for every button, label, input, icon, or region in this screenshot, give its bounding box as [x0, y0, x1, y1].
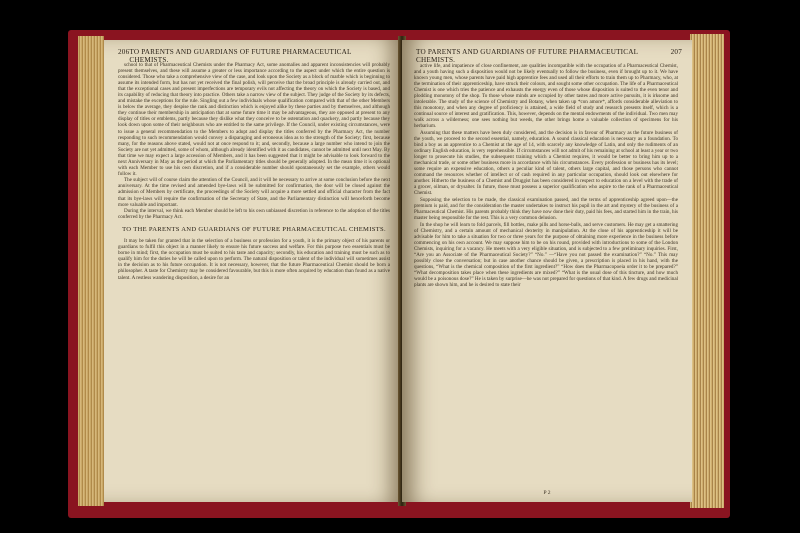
left-header-title: TO PARENTS AND GUARDIANS OF FUTURE PHARMACEUTICAL CHEMISTS. [129, 48, 352, 64]
paragraph: The subject will of course claim the attention of the Council, and it will be necessary to arrive at some conclusion before the next anniversary. At the time revised and amended bye-laws will be submitted for confirmation, the door will be closed against the admission of Members by certificate, the proceedings of the Society will acquire a more settled and official character from the fact that its bye-laws will require the confirmation of the Secretary of State, and the Parliamentary distinction will henceforth become more valuable and important. [118, 177, 390, 208]
paragraph: Assuming that these matters have been duly considered, and the decision is in favour of Pharmacy as the future business of the youth, we proceed to the second essential, namely, education. A sound classical education is necessary as a foundation. To bind a boy as an apprentice to a Chemist at the age of 14, with scarcely any knowledge of Latin, and only the rudiments of an ordinary English education, is very reprehensible. If circumstances will not admit of his remaining at school at least a year or two longer to prosecute his studies, the subsequent training which a Chemist requires, it would be better to bring him up to a mechanical trade, or some other business more in accordance with his circumstances. Every profession or business has its level; some require an expensive education, others a peculiar kind of talent, others large capital, and those persons who cannot command the resources whether of intellect or of cash required in any particular occupation, should look out elsewhere for another. Hitherto the business of a Chemist and Druggist has been considered in respect to education on a level with the trade of a grocer, oilman, or drysalter. In future, those must possess a superior qualification who aspire to the rank of a Pharmaceutical Chemist. [414, 130, 678, 197]
page-edges-right [690, 34, 724, 508]
left-page [104, 40, 402, 502]
paragraph: active life, and impatience of close confinement, are qualities incompatible with the occupation of a Pharmaceutical Chemist, and a youth having such a disposition would not be likely eventually to follow the business, even if brought up to it. We have known young men, whose parents have paid high apprentice fees and used all their efforts to train them up to Pharmacy, who, at the termination of their apprenticeship, have struck their colours, and sought some other occupation. The life of a Pharmaceutical Chemist is one which tries the patience and exhausts the energy even of those whose disposition is suited to the even tenor and plodding monotony of the shop. To those whose minds are occupied by other tastes and more active pursuits, it is irksome and intolerable. The study of the science of Chemistry and Botany, when taken up *con amore*, affords considerable alleviation to this monotony, and when any degree of proficiency is attained, a wide field of study and research presents itself, which is a continual source of interest and gratification. This, however, depends on the mental endowments of the individual. Two men may walk across a wilderness; one sees nothing but weeds, the other brings home a valuable collection of specimens for his herbarium. [414, 63, 678, 130]
left-page-body [118, 62, 390, 281]
section-title: TO THE PARENTS AND GUARDIANS OF FUTURE PHARMACEUTICAL CHEMISTS. [122, 226, 386, 234]
right-page [402, 40, 692, 502]
left-page-number: 206 [118, 48, 130, 56]
paragraph: It may be taken for granted that in the selection of a business or profession for a youth, it is the primary object of his parents or guardians to fulfil this object in a manner likely to ensure his future success and welfare. For this purpose two essentials must be borne in mind; first, the occupation must be suited to his taste and capacity; secondly, his education and training must be such as to qualify him for the duties he will be called upon to perform. The natural disposition or talent of the individual will sometimes assist in the decision as to his future occupation. It is not necessary, however, that the future Pharmaceutical Chemist should be born a philosopher. A taste for Chemistry may be considered favourable, but this is more often acquired by education than found as a native talent. A restless wandering disposition, a desire for an [118, 238, 390, 281]
paragraph: In the shop he will learn to fold parcels, fill bottles, make pills and horse-balls, and serve customers. He may get a smattering of Chemistry, and a certain amount of mechanical dexterity in manipulation. At the close of his apprenticeship it will be advisable for him to take a situation for two or three years for the purpose of obtaining more experience in the business before commencing on his own account. We may suppose him to be on his round, provided with introductions to some of the London Chemists, inquiring for a vacancy. He meets with a very eligible situation, and is subjected to a few preliminary inquiries. First, “Are you an Associate of the Pharmaceutical Society?” “No.” —“Have you not passed the examination?” “No.” This may possibly close the conversation; but in case another chance should be given, a prescription is placed in his hand, with the questions, “What is the chemical composition of the first ingredient?” “How does the Pharmacopoeia order it to be prepared?” “What decomposition takes place when these ingredients are mixed?” “What is the usual dose of this tincture, and how much would be a poisonous dose?” He is taken by surprise—he was not prepared for questions of that kind. A few drugs and medicinal plants are shown him, and he is desired to state their [414, 221, 678, 289]
paragraph: Supposing the selection to be made, the classical examination passed, and the terms of apprenticeship agreed upon—the premium is paid, and for the consideration the master undertakes to instruct his pupil in the art and mystery of the business of a Pharmaceutical Chemist. His parents probably think they have now done their duty, paid his fees, and started him in the train, his master being responsible for the rest. This is a very common delusion. [414, 197, 678, 222]
paragraph: school to that of Pharmaceutical Chemists under the Pharmacy Act, some anomalies and apparent inconsistencies will probably present themselves, and these will assume a greater or less importance according to the aspect under which the entire question is considered. Those who take a comprehensive view of the case, and look upon the Society as a block of marble which is beginning to assume its intended form, but has not yet received the final polish, will perceive that the broad principle is already carried out, and that the exceptional cases and present imperfections are temporary evils not affecting the theory on which the Society is based, and its capability of reducing that theory into practice. Others take a narrow view of the subject. They judge of the Society by its defects, and mistake the exceptions for the rule. Singling out a few individuals whose qualification compared with that of the other Members is below the average, they despise the rank and distinction which is enjoyed alike by these parties and by themselves, and although they continue their membership in anticipation that at some future time it may be advantageous, they are opposed at present to any display of titles or emblems, partly because they dislike what they conceive to be ostentation and quackery, and partly because they look down upon some of their neighbours who are entitled to the same privilege. If the Council, under existing circumstances, were to issue a general recommendation to the Members to adopt and display the titles conferred by the Pharmacy Act, the number responding to such recommendation would convey a disparaging and erroneous idea as to the strength of the Society; first, because many, for the reasons above stated, would not at once respond to it; and, secondly, because a large number who intend to join the Society are not yet admitted, some of whom, although already identified with it as candidates, cannot be admitted until next May. By that time we may expect a large accession of Members, and it has been suggested that it might be advisable to look forward to the next Anniversary in May as the period at which the Parliamentary titles should be generally adopted. In the mean time it is optional with each Member to use his own discretion, and if a considerable number should spontaneously set the example, others would follow it. [118, 62, 390, 177]
right-header-title: TO PARENTS AND GUARDIANS OF FUTURE PHARMACEUTICAL CHEMISTS. [416, 48, 638, 64]
paragraph: During the interval, we think each Member should be left to his own unbiassed discretion in reference to the adoption of the titles conferred by the Pharmacy Act. [118, 208, 390, 221]
right-page-body [414, 63, 678, 289]
right-running-header [416, 48, 682, 64]
signature-mark: P 2 [543, 490, 551, 496]
page-edges-left [78, 36, 104, 506]
right-page-number: 207 [670, 48, 682, 56]
